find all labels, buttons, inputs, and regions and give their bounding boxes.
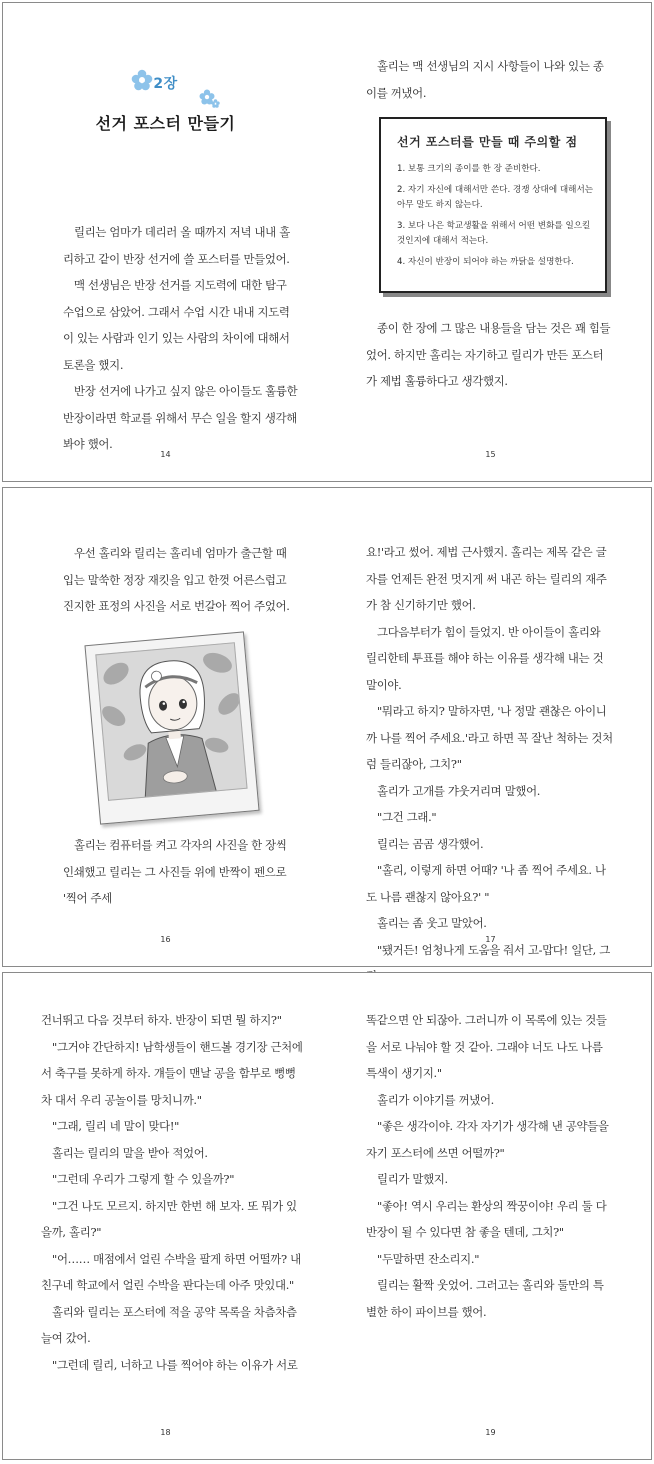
- page-number: 14: [160, 450, 171, 459]
- paragraph: "뭐라고 하지? 말하자면, '나 정말 괜찮은 아이니까 나를 찍어 주세요.'라고 하면 꼭 잘난 척하는 것처럼 들리잖아, 그치?": [366, 704, 613, 771]
- page-15-text: [366, 315, 614, 395]
- paragraph: 맥 선생님은 반장 선거를 지도력에 대한 탐구 수업으로 삼았어. 그래서 수업 시간 내내 지도력이 있는 사람과 인기 있는 사람의 차이에 대해서 토론을 했지.: [63, 278, 290, 372]
- paragraph: 홀리는 릴리의 말을 받아 적었어.: [52, 1145, 208, 1160]
- flower-icon: [211, 99, 220, 108]
- list-item: 1. 보통 크기의 종이를 한 장 준비한다.: [397, 164, 541, 174]
- chapter-title: 선거 포스터 만들기: [95, 114, 236, 133]
- page-number: 17: [485, 935, 496, 944]
- page-number: 18: [160, 1428, 171, 1437]
- paragraph: 홀리와 릴리는 포스터에 적을 공약 목록을 차츰차츰 늘여 갔어.: [41, 1304, 297, 1345]
- page-number: 19: [485, 1428, 496, 1437]
- page-14-text: [63, 219, 299, 458]
- notice-title: 선거 포스터를 만들 때 주의할 점: [397, 135, 578, 149]
- paragraph: 홀리는 컴퓨터를 켜고 각자의 사진을 한 장씩 인쇄했고 릴리는 그 사진들 위에 반짝이 펜으로 '찍어 주세: [63, 838, 287, 905]
- list-item: 2. 자기 자신에 대해서만 쓴다. 경쟁 상대에 대해서는 아무 말도 하지 않는다.: [397, 185, 594, 210]
- paragraph: 건너뛰고 다음 것부터 하자. 반장이 되면 뭘 하지?": [41, 1013, 282, 1027]
- paragraph: 릴리는 활짝 웃었어. 그러고는 홀리와 둘만의 특별한 하이 파이브를 했어.: [366, 1278, 604, 1319]
- paragraph: 요!'라고 썼어. 제법 근사했지. 홀리는 제목 같은 글자를 언제든 완전 멋지게 써 내곤 하는 릴리의 재주가 참 신기하기만 했어.: [366, 545, 607, 612]
- paragraph: 릴리가 말했지.: [377, 1172, 448, 1186]
- chapter-heading: [3, 73, 328, 134]
- page-19-text: [366, 1007, 614, 1325]
- page-16: [3, 488, 328, 966]
- paragraph: "그건 그래.": [377, 810, 437, 824]
- paragraph: "좋아! 역시 우리는 환상의 짝꿍이야! 우리 둘 다 반장이 될 수 있다면 참 좋을 텐데, 그치?": [366, 1198, 607, 1239]
- paragraph: 똑같으면 안 되잖아. 그러니까 이 목록에 있는 것들을 서로 나눠야 할 것 같아. 그래야 너도 나도 나름 특색이 생기지.": [366, 1013, 607, 1080]
- page-18: [3, 973, 328, 1459]
- paragraph: "그런데 우리가 그렇게 할 수 있을까?": [52, 1172, 235, 1186]
- paragraph: 홀리가 이야기를 꺼냈어.: [377, 1092, 494, 1107]
- paragraph: 우선 홀리와 릴리는 홀리네 엄마가 출근할 때 입는 말쑥한 정장 재킷을 입고 한껏 어른스럽고 진지한 표정의 사진을 서로 번갈아 찍어 주었어.: [63, 546, 290, 613]
- paragraph: 그다음부터가 힘이 들었지. 반 아이들이 홀리와 릴리한테 투표를 해야 하는 이유를 생각해 내는 것 말이야.: [366, 624, 604, 692]
- chapter-number: 2장: [153, 76, 178, 92]
- notice-box: [379, 117, 607, 293]
- paragraph: "됐거든! 엄청나게 도움을 줘서 고-맙다! 일단, 그: [377, 942, 610, 957]
- paragraph: 반장 선거에 나가고 싶지 않은 아이들도 훌륭한 반장이라면 학교를 위해서 무슨 일을 할지 생각해 봐야 했어.: [63, 384, 298, 451]
- spread-pages-16-17: [2, 487, 652, 967]
- paragraph: "두말하면 잔소리지.": [377, 1251, 480, 1266]
- girl-illustration: [96, 643, 247, 801]
- page-15: [328, 3, 653, 481]
- page-14: [3, 3, 328, 481]
- paragraph: "홀리, 이렇게 하면 어때? '나 좀 찍어 주세요. 나도 나름 괜찮지 않아요?' ": [366, 863, 606, 904]
- list-item: 4. 자신이 반장이 되어야 하는 까닭을 설명한다.: [397, 257, 574, 267]
- paragraph: "그거야 간단하지! 남학생들이 핸드볼 경기장 근처에서 축구를 못하게 하자. 걔들이 맨날 공을 함부로 뻥뻥 차 대서 우리 공놀이를 망치니까.": [41, 1039, 303, 1107]
- illustration-girl-photo: [84, 631, 259, 824]
- paragraph: "그래, 릴리 네 말이 맞다!": [52, 1119, 180, 1133]
- paragraph: 홀리가 고개를 갸웃거리며 말했어.: [377, 783, 541, 798]
- page-16-text-2: [63, 832, 299, 912]
- spread-pages-18-19: [2, 972, 652, 1460]
- page-15-intro: [366, 53, 614, 106]
- page-number: 15: [485, 450, 496, 459]
- spread-pages-14-15: [2, 2, 652, 482]
- paragraph: 릴리는 엄마가 데리러 올 때까지 저녁 내내 홀리하고 같이 반장 선거에 쓸 포스터를 만들었어.: [63, 225, 290, 266]
- page-17: [328, 488, 653, 966]
- list-item: 3. 보다 나은 학교생활을 위해서 어떤 변화를 일으킬 것인지에 대해서 적는다.: [397, 221, 591, 246]
- flower-icon: [131, 69, 153, 91]
- paragraph: "그건 나도 모르지. 하지만 한번 해 보자. 또 뭐가 있을까, 홀리?": [41, 1198, 297, 1239]
- page-17-text: [366, 539, 614, 990]
- paragraph: 릴리는 곰곰 생각했어.: [377, 836, 484, 851]
- paragraph: "어…… 매점에서 얼린 수박을 팔게 하면 어떨까? 내 친구네 학교에서 얼린 수박을 판다는데 아주 맛있대.": [41, 1251, 301, 1292]
- paragraph: "그런데 릴리, 너하고 나를 찍어야 하는 이유가 서로: [52, 1357, 298, 1372]
- paragraph: 홀리는 좀 웃고 말았어.: [377, 916, 487, 930]
- paragraph: 종이 한 장에 그 많은 내용들을 담는 것은 꽤 힘들었어. 하지만 홀리는 자기하고 릴리가 만든 포스터가 제법 훌륭하다고 생각했지.: [366, 321, 611, 388]
- notice-list: [397, 162, 595, 270]
- page-19: [328, 973, 653, 1459]
- paragraph: "좋은 생각이야. 각자 자기가 생각해 낸 공약들을 자기 포스터에 쓰면 어떨까?": [366, 1119, 609, 1160]
- paragraph: 홀리는 맥 선생님의 지시 사항들이 나와 있는 종이를 꺼냈어.: [366, 59, 604, 100]
- page-16-text: [63, 540, 299, 620]
- page-number: 16: [160, 935, 171, 944]
- page-18-text: [41, 1007, 303, 1378]
